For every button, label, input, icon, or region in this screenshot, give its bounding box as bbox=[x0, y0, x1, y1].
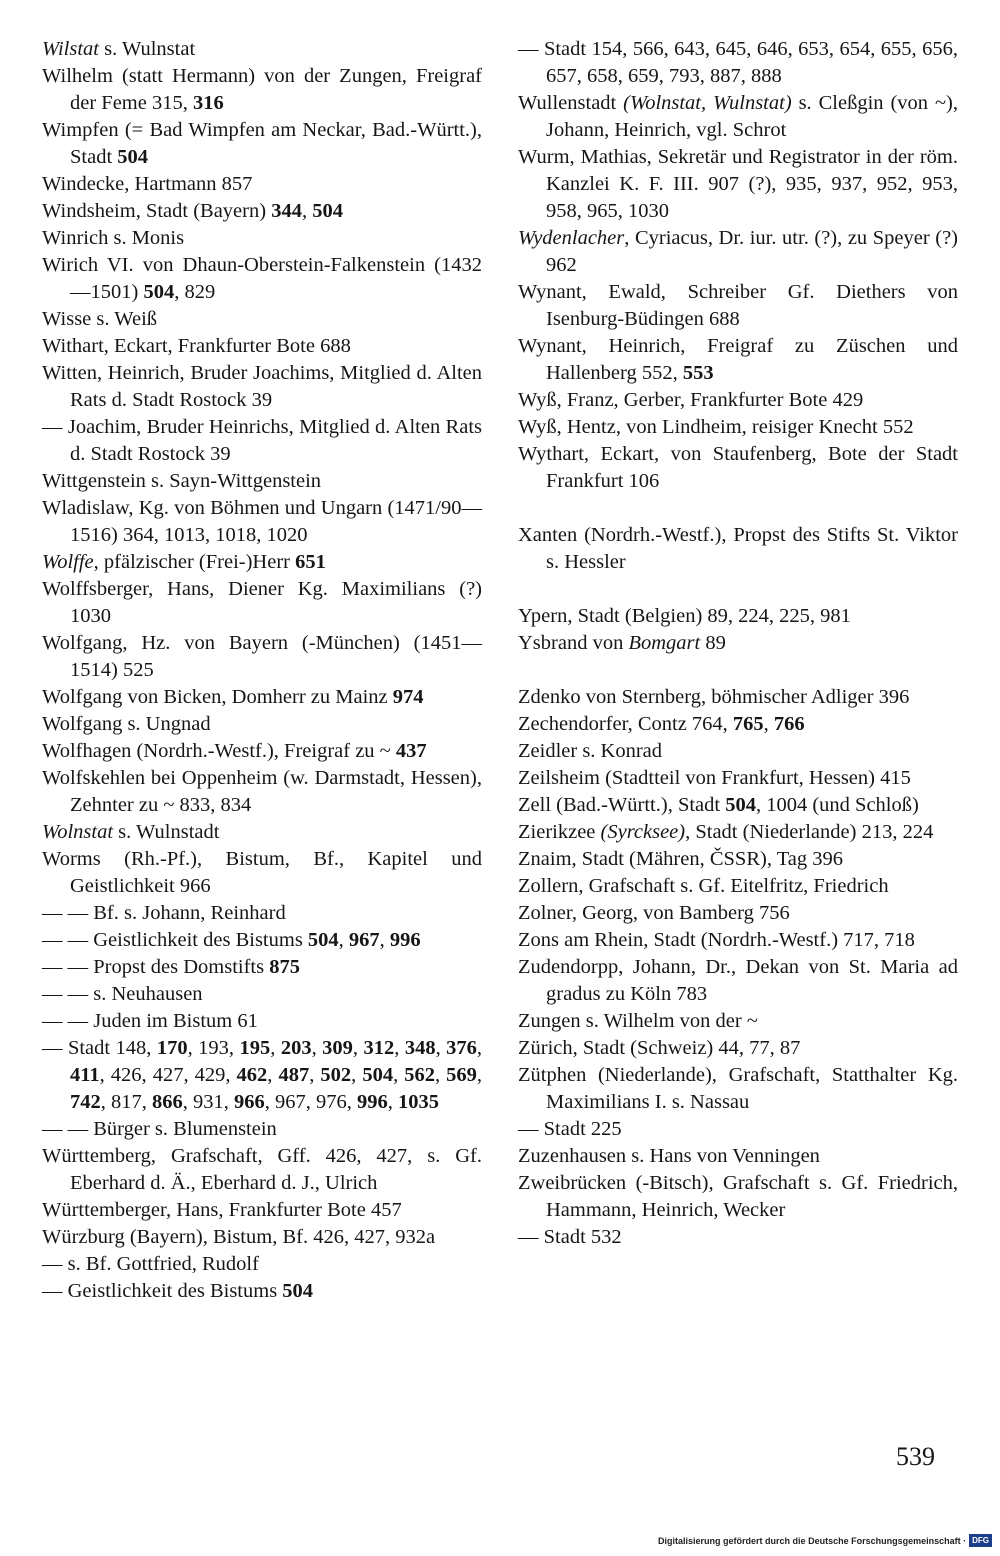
index-entry: — — s. Neuhausen bbox=[42, 983, 203, 1005]
index-entry: Zell (Bad.-Württ.), Stadt 504, 1004 (und Schloß) bbox=[518, 794, 919, 816]
index-entry: Wilhelm (statt Hermann) von der Zungen, Freigraf der Feme 315, 316 bbox=[42, 65, 482, 114]
index-entry: Zons am Rhein, Stadt (Nordrh.-Westf.) 717, 718 bbox=[518, 929, 915, 951]
page-number: 539 bbox=[896, 1442, 935, 1471]
index-entry: Xanten (Nordrh.-Westf.), Propst des Stifts St. Viktor s. Hessler bbox=[518, 524, 958, 573]
index-entry: Zürich, Stadt (Schweiz) 44, 77, 87 bbox=[518, 1037, 801, 1059]
index-entry: Württemberg, Grafschaft, Gff. 426, 427, s. Gf. Eberhard d. Ä., Eberhard d. J., Ulrich bbox=[42, 1145, 482, 1194]
index-entry: Zungen s. Wilhelm von der ~ bbox=[518, 1010, 758, 1032]
index-entry: Znaim, Stadt (Mähren, ČSSR), Tag 396 bbox=[518, 848, 844, 870]
index-entry: — Joachim, Bruder Heinrichs, Mitglied d. Alten Rats d. Stadt Rostock 39 bbox=[42, 416, 482, 465]
index-entry: Wyß, Hentz, von Lindheim, reisiger Knecht 552 bbox=[518, 416, 914, 438]
index-entry: Zdenko von Sternberg, böhmischer Adliger 396 bbox=[518, 686, 910, 708]
footer-credit bbox=[658, 1534, 992, 1547]
index-entry: — — Bf. s. Johann, Reinhard bbox=[42, 902, 286, 924]
index-entry: Wolfhagen (Nordrh.-Westf.), Freigraf zu ~ 437 bbox=[42, 740, 427, 762]
index-entry: Ypern, Stadt (Belgien) 89, 224, 225, 981 bbox=[518, 605, 851, 627]
letter-section-gap bbox=[518, 657, 958, 684]
index-entry: Worms (Rh.-Pf.), Bistum, Bf., Kapitel und Geistlichkeit 966 bbox=[42, 848, 482, 897]
index-entry: Windsheim, Stadt (Bayern) 344, 504 bbox=[42, 200, 343, 222]
index-entry: Zuzenhausen s. Hans von Venningen bbox=[518, 1145, 820, 1167]
index-entry: Zeilsheim (Stadtteil von Frankfurt, Hessen) 415 bbox=[518, 767, 911, 789]
index-entry: — — Geistlichkeit des Bistums 504, 967, 996 bbox=[42, 929, 421, 951]
index-entry: Wolnstat s. Wulnstadt bbox=[42, 821, 220, 843]
index-entry: — Stadt 225 bbox=[518, 1118, 622, 1140]
index-entry: Wolfgang von Bicken, Domherr zu Mainz 974 bbox=[42, 686, 424, 708]
index-entry: Wisse s. Weiß bbox=[42, 308, 158, 330]
index-entry: Wynant, Heinrich, Freigraf zu Züschen und Hallenberg 552, 553 bbox=[518, 335, 958, 384]
index-entry: Wurm, Mathias, Sekretär und Registrator in der röm. Kanzlei K. F. III. 907 (?), 935, 937, 952, 953, 958, 965, 1030 bbox=[518, 146, 958, 222]
index-entry: Withart, Eckart, Frankfurter Bote 688 bbox=[42, 335, 351, 357]
index-entry: Zierikzee (Syrcksee), Stadt (Niederlande) 213, 224 bbox=[518, 821, 934, 843]
index-entry: Windecke, Hartmann 857 bbox=[42, 173, 253, 195]
index-entry: Zudendorpp, Johann, Dr., Dekan von St. Maria ad gradus zu Köln 783 bbox=[518, 956, 958, 1005]
index-entry: Würzburg (Bayern), Bistum, Bf. 426, 427, 932a bbox=[42, 1226, 436, 1248]
index-entry: — Stadt 532 bbox=[518, 1226, 622, 1248]
index-entry: Winrich s. Monis bbox=[42, 227, 185, 249]
index-column-right bbox=[518, 36, 958, 1251]
index-entry: Wladislaw, Kg. von Böhmen und Ungarn (1471/90—1516) 364, 1013, 1018, 1020 bbox=[42, 497, 482, 546]
index-entry: Zweibrücken (-Bitsch), Grafschaft s. Gf. Friedrich, Hammann, Heinrich, Wecker bbox=[518, 1172, 958, 1221]
index-entry: Ysbrand von Bomgart 89 bbox=[518, 632, 726, 654]
dfg-logo: DFG bbox=[969, 1534, 992, 1547]
index-entry: Wolffsberger, Hans, Diener Kg. Maximilians (?) 1030 bbox=[42, 578, 482, 627]
index-entry: Wyß, Franz, Gerber, Frankfurter Bote 429 bbox=[518, 389, 864, 411]
index-entry: Zechendorfer, Contz 764, 765, 766 bbox=[518, 713, 805, 735]
index-entry: Wydenlacher, Cyriacus, Dr. iur. utr. (?), zu Speyer (?) 962 bbox=[518, 227, 958, 276]
letter-section-gap bbox=[518, 576, 958, 603]
index-entry: Wynant, Ewald, Schreiber Gf. Diethers von Isenburg-Büdingen 688 bbox=[518, 281, 958, 330]
index-entry: Wullenstadt (Wolnstat, Wulnstat) s. Cleßgin (von ~), Johann, Heinrich, vgl. Schrot bbox=[518, 92, 958, 141]
index-entry: — Stadt 154, 566, 643, 645, 646, 653, 654, 655, 656, 657, 658, 659, 793, 887, 888 bbox=[518, 38, 958, 87]
index-entry: Witten, Heinrich, Bruder Joachims, Mitglied d. Alten Rats d. Stadt Rostock 39 bbox=[42, 362, 482, 411]
letter-section-gap bbox=[518, 495, 958, 522]
index-entry: — s. Bf. Gottfried, Rudolf bbox=[42, 1253, 259, 1275]
index-entry: Zollern, Grafschaft s. Gf. Eitelfritz, Friedrich bbox=[518, 875, 889, 897]
index-entry: — Stadt 148, 170, 193, 195, 203, 309, 312, 348, 376, 411, 426, 427, 429, 462, 487, 502, 504, 562, 569, 742, 817, 866, 931, 966, 967, 976, 996, 1035 bbox=[42, 1037, 483, 1113]
index-entry: Wimpfen (= Bad Wimpfen am Neckar, Bad.-Württ.), Stadt 504 bbox=[42, 119, 482, 168]
index-entry: Zolner, Georg, von Bamberg 756 bbox=[518, 902, 790, 924]
index-entry: — — Juden im Bistum 61 bbox=[42, 1010, 258, 1032]
index-entry: Württemberger, Hans, Frankfurter Bote 457 bbox=[42, 1199, 402, 1221]
index-entry: Zütphen (Niederlande), Grafschaft, Statthalter Kg. Maximilians I. s. Nassau bbox=[518, 1064, 958, 1113]
index-entry: Wittgenstein s. Sayn-Wittgenstein bbox=[42, 470, 322, 492]
index-entry: Wythart, Eckart, von Staufenberg, Bote der Stadt Frankfurt 106 bbox=[518, 443, 958, 492]
index-entry: Wirich VI. von Dhaun-Oberstein-Falkenstein (1432—1501) 504, 829 bbox=[42, 254, 482, 303]
index-entry: Zeidler s. Konrad bbox=[518, 740, 663, 762]
index-entry: — — Bürger s. Blumenstein bbox=[42, 1118, 277, 1140]
index-entry: Wolfgang s. Ungnad bbox=[42, 713, 211, 735]
footer-text: Digitalisierung gefördert durch die Deutsche Forschungsgemeinschaft · bbox=[658, 1535, 967, 1546]
index-entry: Wolffe, pfälzischer (Frei-)Herr 651 bbox=[42, 551, 326, 573]
index-entry: Wilstat s. Wulnstat bbox=[42, 38, 196, 60]
index-entry: — Geistlichkeit des Bistums 504 bbox=[42, 1280, 314, 1302]
index-column-left bbox=[42, 36, 482, 1305]
index-entry: — — Propst des Domstifts 875 bbox=[42, 956, 300, 978]
index-entry: Wolfskehlen bei Oppenheim (w. Darmstadt, Hessen), Zehnter zu ~ 833, 834 bbox=[42, 767, 482, 816]
index-entry: Wolfgang, Hz. von Bayern (-München) (1451—1514) 525 bbox=[42, 632, 482, 681]
